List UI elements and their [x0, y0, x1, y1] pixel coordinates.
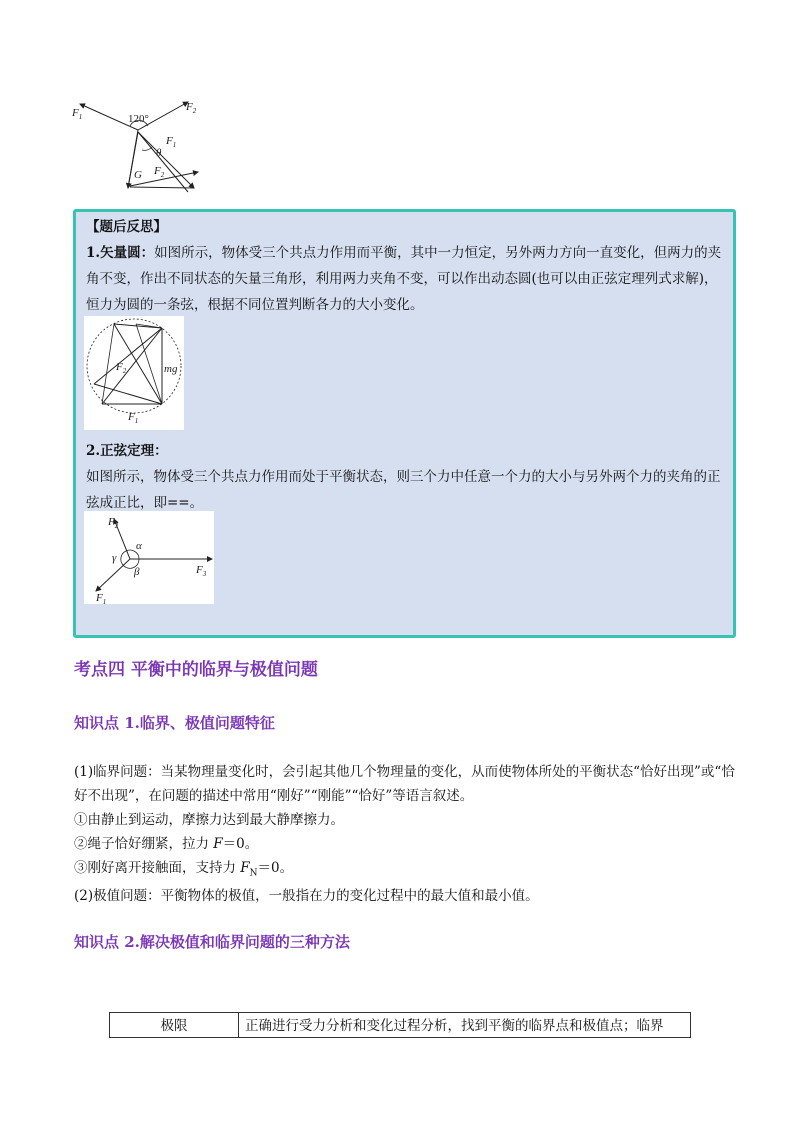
reflection-box — [73, 209, 736, 638]
kp1-item-1: ①由静止到运动，摩擦力达到最大静摩擦力。 — [74, 812, 344, 828]
item1-title: 1.矢量圆： — [86, 245, 155, 261]
svg-text:γ: γ — [112, 552, 117, 564]
svg-text:F2: $F_2$ — [108, 516, 119, 530]
svg-text:F3: $F_3$ — [196, 564, 207, 578]
item2-text: 如图所示，物体受三个共点力作用而处于平衡状态，则三个力中任意一个力的大小与另外两个力的夹角的正弦成正比，即==。 — [86, 469, 721, 511]
reflection-item1 — [86, 240, 725, 318]
svg-text:θ: θ — [156, 147, 162, 159]
svg-text:mg: mg — [164, 363, 178, 375]
kp1-heading: 知识点 1.临界、极值问题特征 — [74, 714, 275, 732]
table-row — [110, 1013, 691, 1038]
method-name: 极限 — [110, 1013, 239, 1038]
method-desc: 正确进行受力分析和变化过程分析，找到平衡的临界点和极值点；临界 — [239, 1013, 691, 1038]
vector-circle-figure — [84, 316, 184, 430]
label-angle: 120° — [128, 113, 149, 125]
topic-heading: 考点四 平衡中的临界与极值问题 — [74, 660, 318, 680]
reflection-heading: 【题后反思】 — [86, 219, 167, 235]
methods-table — [109, 1012, 691, 1038]
svg-text:F1: $F_1$ — [128, 411, 139, 425]
svg-text:F1: $F_1$ — [72, 107, 83, 121]
svg-text:F2: $F_2$ — [154, 165, 165, 179]
svg-text:F2: $F_2$ — [116, 361, 127, 375]
sine-theorem-figure — [84, 511, 214, 604]
item1-text: 如图所示，物体受三个共点力作用而平衡，其中一力恒定，另外两力方向一直变化，但两力的夹角不变，作出不同状态的矢量三角形，利用两力夹角不变，可以作出动态圆(也可以由正弦定理列式求解)，恒力为圆的一条弦，根据不同位置判断各力的大小变化。 — [86, 245, 722, 313]
kp2-heading: 知识点 2.解决极值和临界问题的三种方法 — [74, 933, 350, 951]
svg-text:G: G — [134, 169, 142, 181]
kp1-paragraph-1: (1)临界问题：当某物理量变化时，会引起其他几个物理量的变化，从而使物体所处的平衡状态“恰好出现”或“恰好不出现”，在问题的描述中常用“刚好”“刚能”“恰好”等语言叙述。 — [74, 764, 735, 804]
kp1-paragraph-2: (2)极值问题：平衡物体的极值，一般指在力的变化过程中的最大值和最小值。 — [74, 888, 539, 904]
kp1-item-2: ②绳子恰好绷紧，拉力 F＝0。 — [74, 836, 259, 852]
kp1-item-3: ③刚好离开接触面，支持力 $F_N=0$。 — [74, 860, 294, 879]
item2-title: 2.正弦定理： — [86, 443, 168, 459]
svg-text:F1: $F_1$ — [96, 592, 107, 604]
svg-text:β: β — [134, 566, 140, 578]
reflection-item2 — [86, 438, 725, 516]
svg-text:F1: $F_1$ — [166, 135, 177, 149]
svg-text:F2: $F_2$ — [186, 101, 197, 115]
label-f1: F — [72, 107, 79, 119]
force-diagram-120 — [70, 92, 210, 194]
svg-text:α: α — [136, 540, 142, 552]
